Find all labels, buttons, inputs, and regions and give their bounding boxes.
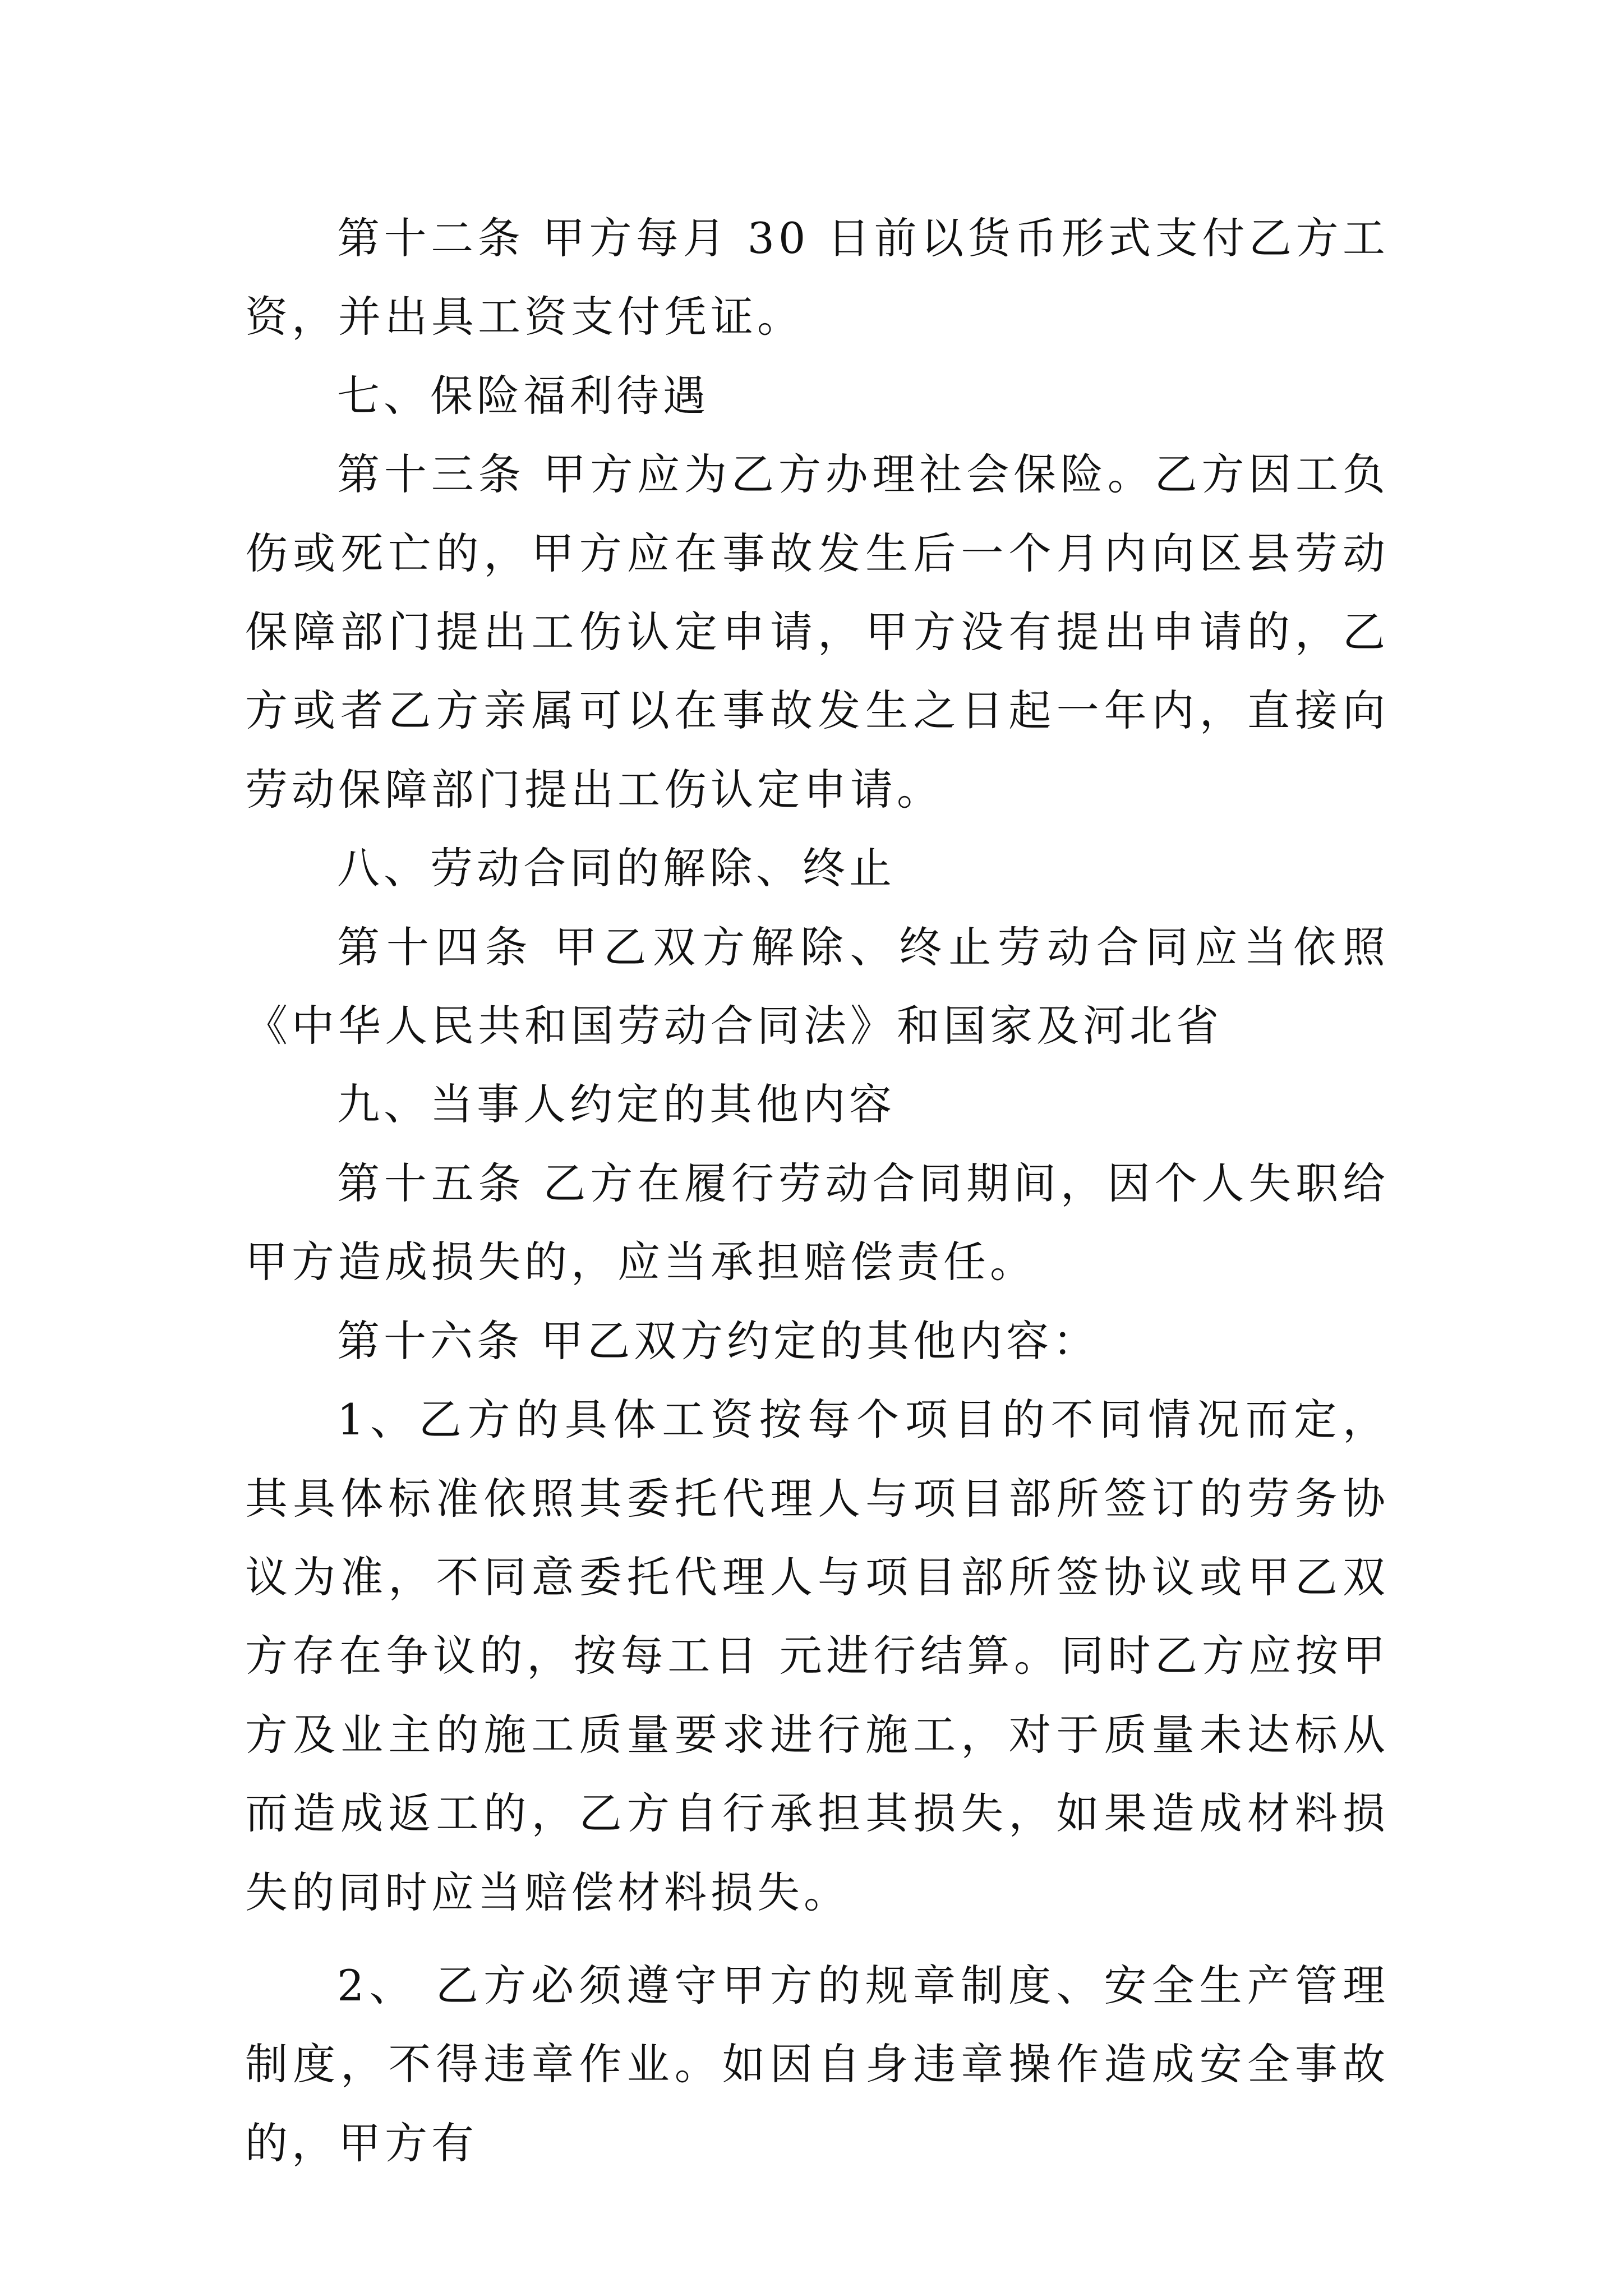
section-8-heading: 八、劳动合同的解除、终止 [337,843,896,894]
article-14-paragraph: 第十四条 甲乙双方解除、终止劳动合同应当依照《中华人民共和国劳动合同法》和国家及河北省 [245,922,1389,1051]
article-16-paragraph: 第十六条 甲乙双方约定的其他内容： [337,1315,1100,1366]
document-body [245,199,1389,2183]
article-16-item-2: 2、 乙方必须遵守甲方的规章制度、安全生产管理制度，不得违章作业。如因自身违章操作造成安全事故的，甲方有 [245,1960,1389,2168]
article-16-item-1: 1、乙方的具体工资按每个项目的不同情况而定，其具体标准依照其委托代理人与项目部所签订的劳务协议为准，不同意委托代理人与项目部所签协议或甲乙双方存在争议的，按每工日 元进行结算。同时乙方应按甲方及业主的施工质量要求进行施工，对于质量未达标从而造成返工的，乙方自行承担其损失，如果造成材料损失的同时应当赔偿材料损失。 [245,1395,1389,1917]
section-7-heading: 七、保险福利待遇 [337,370,709,421]
article-13-paragraph: 第十三条 甲方应为乙方办理社会保险。乙方因工负伤或死亡的，甲方应在事故发生后一个月内向区县劳动保障部门提出工伤认定申请，甲方没有提出申请的，乙方或者乙方亲属可以在事故发生之日起一年内，直接向劳动保障部门提出工伤认定申请。 [245,449,1389,815]
article-12-paragraph: 第十二条 甲方每月 30 日前以货币形式支付乙方工资，并出具工资支付凭证。 [245,213,1389,342]
article-15-paragraph: 第十五条 乙方在履行劳动合同期间，因个人失职给甲方造成损失的，应当承担赔偿责任。 [245,1158,1389,1287]
section-9-heading: 九、当事人约定的其他内容 [337,1079,896,1130]
